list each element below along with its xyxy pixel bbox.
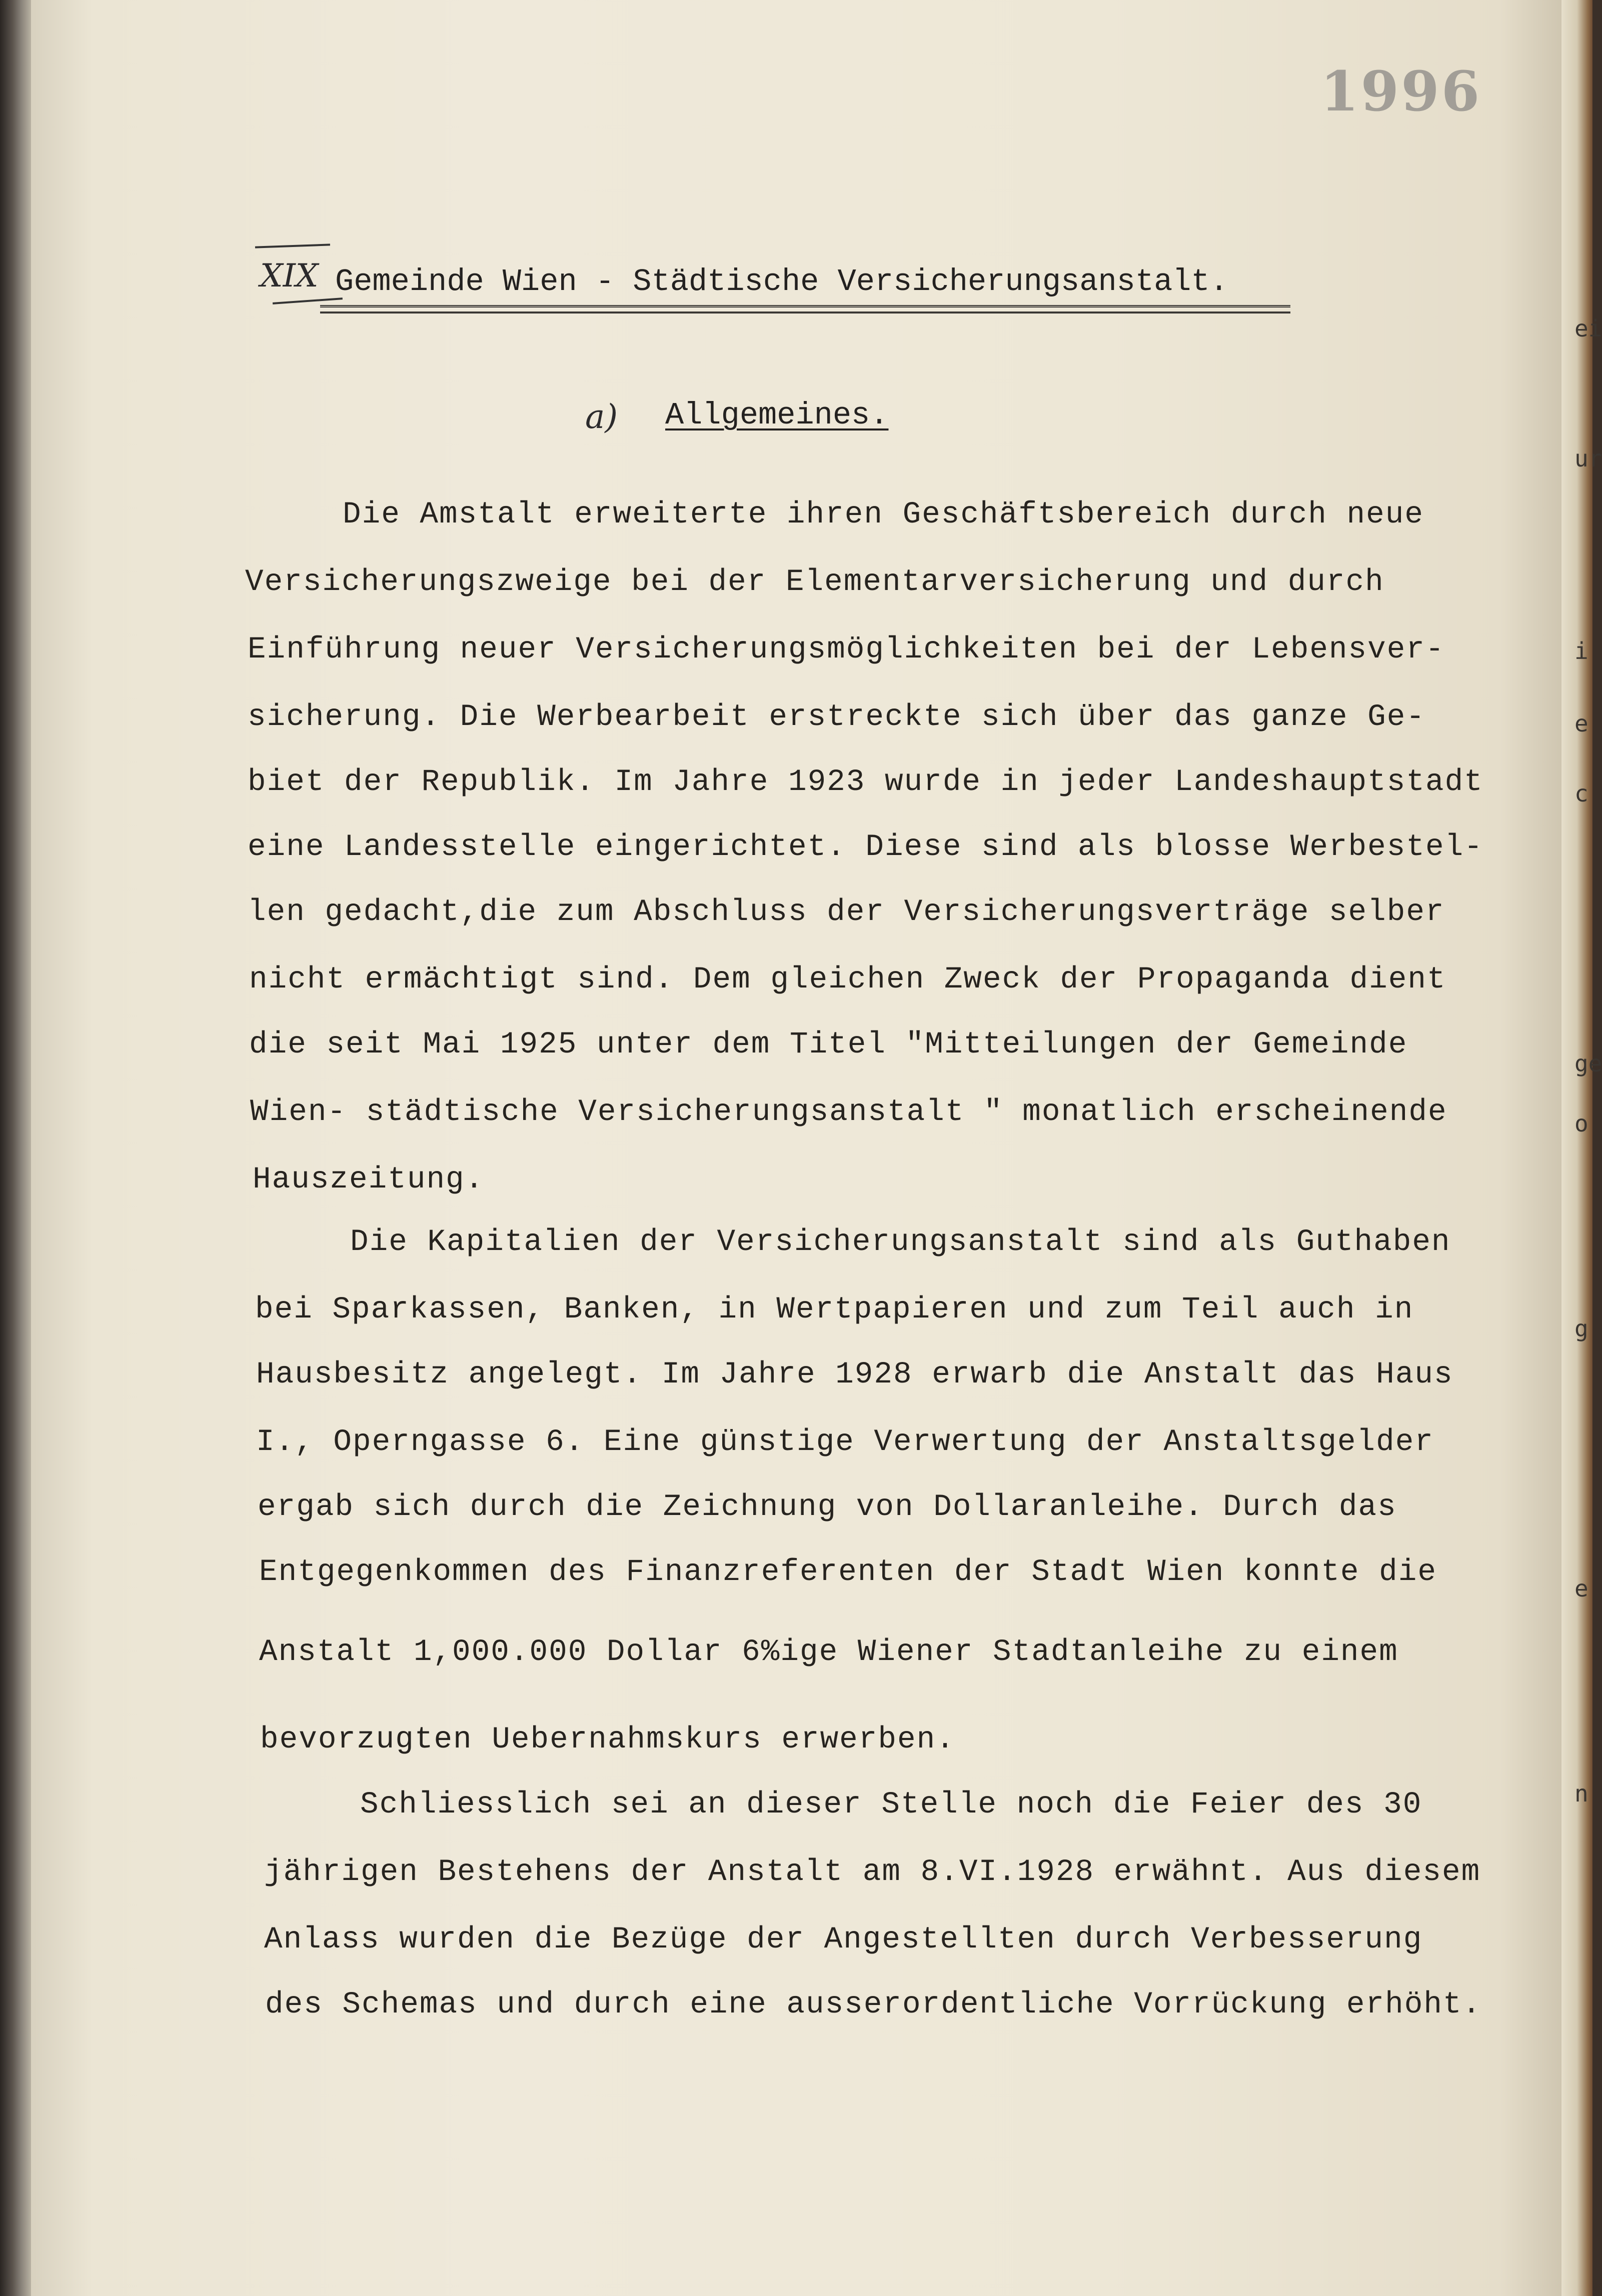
edge-letter: e <box>1574 710 1588 737</box>
subsection-marker: a) <box>585 398 618 436</box>
text-line: Einführung neuer Versicherungsmöglichkeiten bei der Lebensver- <box>248 632 1445 667</box>
text-line: bei Sparkassen, Banken, in Wertpapieren und zum Teil auch in <box>255 1292 1414 1327</box>
edge-letter: i <box>1574 638 1588 664</box>
text-line: I., Operngasse 6. Eine günstige Verwertung der Anstaltsgelder <box>256 1425 1434 1460</box>
text-line: Die Kapitalien der Versicherungsanstalt sind als Guthaben <box>350 1225 1451 1260</box>
section-number: XIX <box>260 258 319 294</box>
text-line: jährigen Bestehens der Anstalt am 8.VI.1928 erwähnt. Aus diesem <box>264 1855 1481 1890</box>
edge-letter: g <box>1574 1315 1588 1342</box>
book-binding <box>0 0 31 2296</box>
text-line: biet der Republik. Im Jahre 1923 wurde in jeder Landeshauptstadt <box>248 765 1483 800</box>
text-line: Schliesslich sei an dieser Stelle noch die Feier des 30 <box>360 1788 1422 1822</box>
text-line: Versicherungszweige bei der Elementarversicherung und durch <box>245 565 1384 600</box>
text-line: Hausbesitz angelegt. Im Jahre 1928 erwarb die Anstalt das Haus <box>256 1358 1453 1392</box>
text-line: die seit Mai 1925 unter dem Titel "Mitteilungen der Gemeinde <box>249 1028 1408 1062</box>
title-double-underline <box>320 305 1290 314</box>
subsection-title: Allgemeines. <box>665 398 889 433</box>
edge-letter: ur <box>1574 445 1602 472</box>
text-line: ergab sich durch die Zeichnung von Dollaranleihe. Durch das <box>258 1490 1397 1524</box>
text-line: len gedacht,die zum Abschluss der Versicherungsverträge selber <box>248 895 1445 930</box>
text-line: Anlass wurden die Bezüge der Angestellten durch Verbesserung <box>264 1922 1423 1957</box>
text-line: Wien- städtische Versicherungsanstalt " monatlich erscheinende <box>250 1095 1447 1130</box>
next-page-edge <box>1561 0 1592 2296</box>
text-line: des Schemas und durch eine ausserordentliche Vorrückung erhöht. <box>265 1988 1482 2022</box>
text-line: Hauszeitung. <box>253 1162 485 1197</box>
edge-letter: e <box>1574 1575 1588 1602</box>
edge-letter: o <box>1574 1110 1588 1137</box>
document-title: Gemeinde Wien - Städtische Versicherungsanstalt. <box>335 264 1228 300</box>
edge-letter: ge <box>1574 1050 1602 1077</box>
page-number-stamp: 1996 <box>1320 59 1482 124</box>
edge-letter: c <box>1574 780 1588 807</box>
edge-letter: ei <box>1574 315 1602 342</box>
text-line: bevorzugten Uebernahmskurs erwerben. <box>260 1722 955 1757</box>
text-line: sicherung. Die Werbearbeit erstreckte sich über das ganze Ge- <box>248 700 1425 734</box>
text-line: eine Landesstelle eingerichtet. Diese sind als blosse Werbestel- <box>248 830 1483 864</box>
text-line: Entgegenkommen des Finanzreferenten der Stadt Wien konnte die <box>259 1555 1437 1590</box>
text-line: Anstalt 1,000.000 Dollar 6%ige Wiener Stadtanleihe zu einem <box>259 1635 1398 1670</box>
edge-letter: n <box>1574 1780 1588 1807</box>
text-line: Die Amstalt erweiterte ihren Geschäftsbereich durch neue <box>343 498 1424 532</box>
text-line: nicht ermächtigt sind. Dem gleichen Zweck der Propaganda dient <box>249 962 1446 997</box>
